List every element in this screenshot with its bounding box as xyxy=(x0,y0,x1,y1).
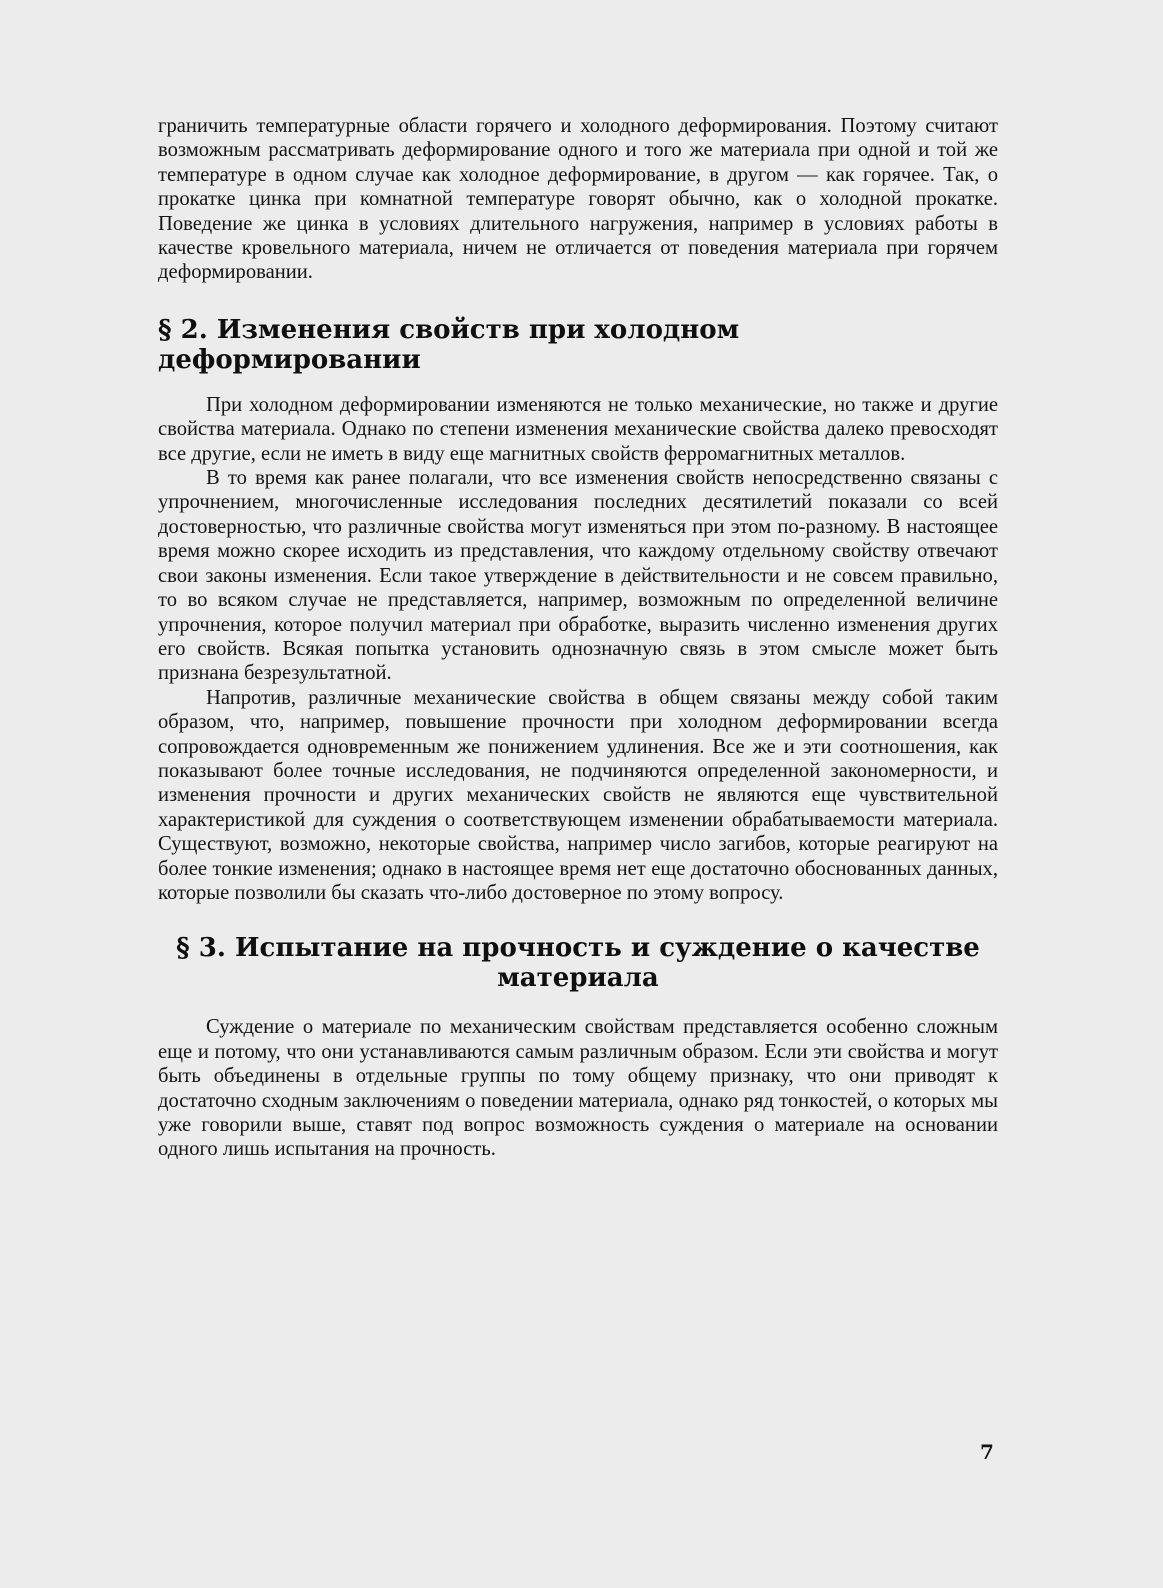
section-3-heading-line-2: материала xyxy=(497,963,659,994)
section-2-paragraph-3: Напротив, различные механические свойства в общем связаны между собой таким образом, что, например, повышение прочности при холодном деформировании всегда сопровождается одновременным же понижением удлинения. Все же и эти соотношения, как показывают более точные исследования, не подчиняются определенной закономерности, и изменения прочности и других механических свойств не являются еще чувствительной характеристикой для суждения о соответствующем изменении обрабатываемости материала. Существуют, возможно, некоторые свойства, например число загибов, которые реагируют на более тонкие изменения; однако в настоящее время нет еще достаточно обоснованных данных, которые позволили бы сказать что-либо достоверное по этому вопросу. xyxy=(158,686,998,904)
section-2-paragraph-1: При холодном деформировании изменяются не только механические, но также и другие свойства материала. Однако по степени изменения механические свойства далеко превосходят все другие, если не иметь в виду еще магнитных свойств ферромагнитных металлов. xyxy=(158,393,998,465)
paragraph-continuation: граничить температурные области горячего и холодного деформирования. Поэтому считают возможным рассматривать деформирование одного и того же материала при одной и той же температуре в одном случае как холодное деформирование, в другом — как горячее. Так, о прокатке цинка при комнатной температуре говорят обычно, как о холодной прокатке. Поведение же цинка в условиях длительного нагружения, например в условиях работы в качестве кровельного материала, ничем не отличается от поведения материала при горячем деформировании. xyxy=(158,115,998,284)
section-3-heading-line-1: § 3. Испытание на прочность и суждение о качестве xyxy=(176,933,980,964)
page-body xyxy=(158,114,998,1162)
section-3-paragraph-1: Суждение о материале по механическим свойствам представляется особенно сложным еще и потому, что они устанавливаются самым различным образом. Если эти свойства и могут быть объединены в отдельные группы по тому общему признаку, что они приводят к достаточно сходным заключениям о поведении материала, однако ряд тонкостей, о которых мы уже говорили выше, ставят под вопрос возможность суждения о материале на основании одного лишь испытания на прочность. xyxy=(158,1016,998,1161)
section-2-heading: § 2. Изменения свойств при холодном деформировании xyxy=(158,314,740,375)
page-number: 7 xyxy=(980,1440,994,1464)
section-3-heading xyxy=(158,933,998,993)
section-2-paragraph-2: В то время как ранее полагали, что все изменения свойств непосредственно связаны с упрочнением, многочисленные исследования последних десятилетий показали со всей достоверностью, что различные свойства могут изменяться при этом по-разному. В настоящее время можно скорее исходить из представления, что каждому отдельному свойству отвечают свои законы изменения. Если такое утверждение в действительности и не совсем правильно, то во всяком случае не представляется, например, возможным по определенной величине упрочнения, которое получил материал при обработке, выразить численно изменения других его свойств. Всякая попытка установить однозначную связь в этом смысле может быть признана безрезультатной. xyxy=(158,467,998,685)
